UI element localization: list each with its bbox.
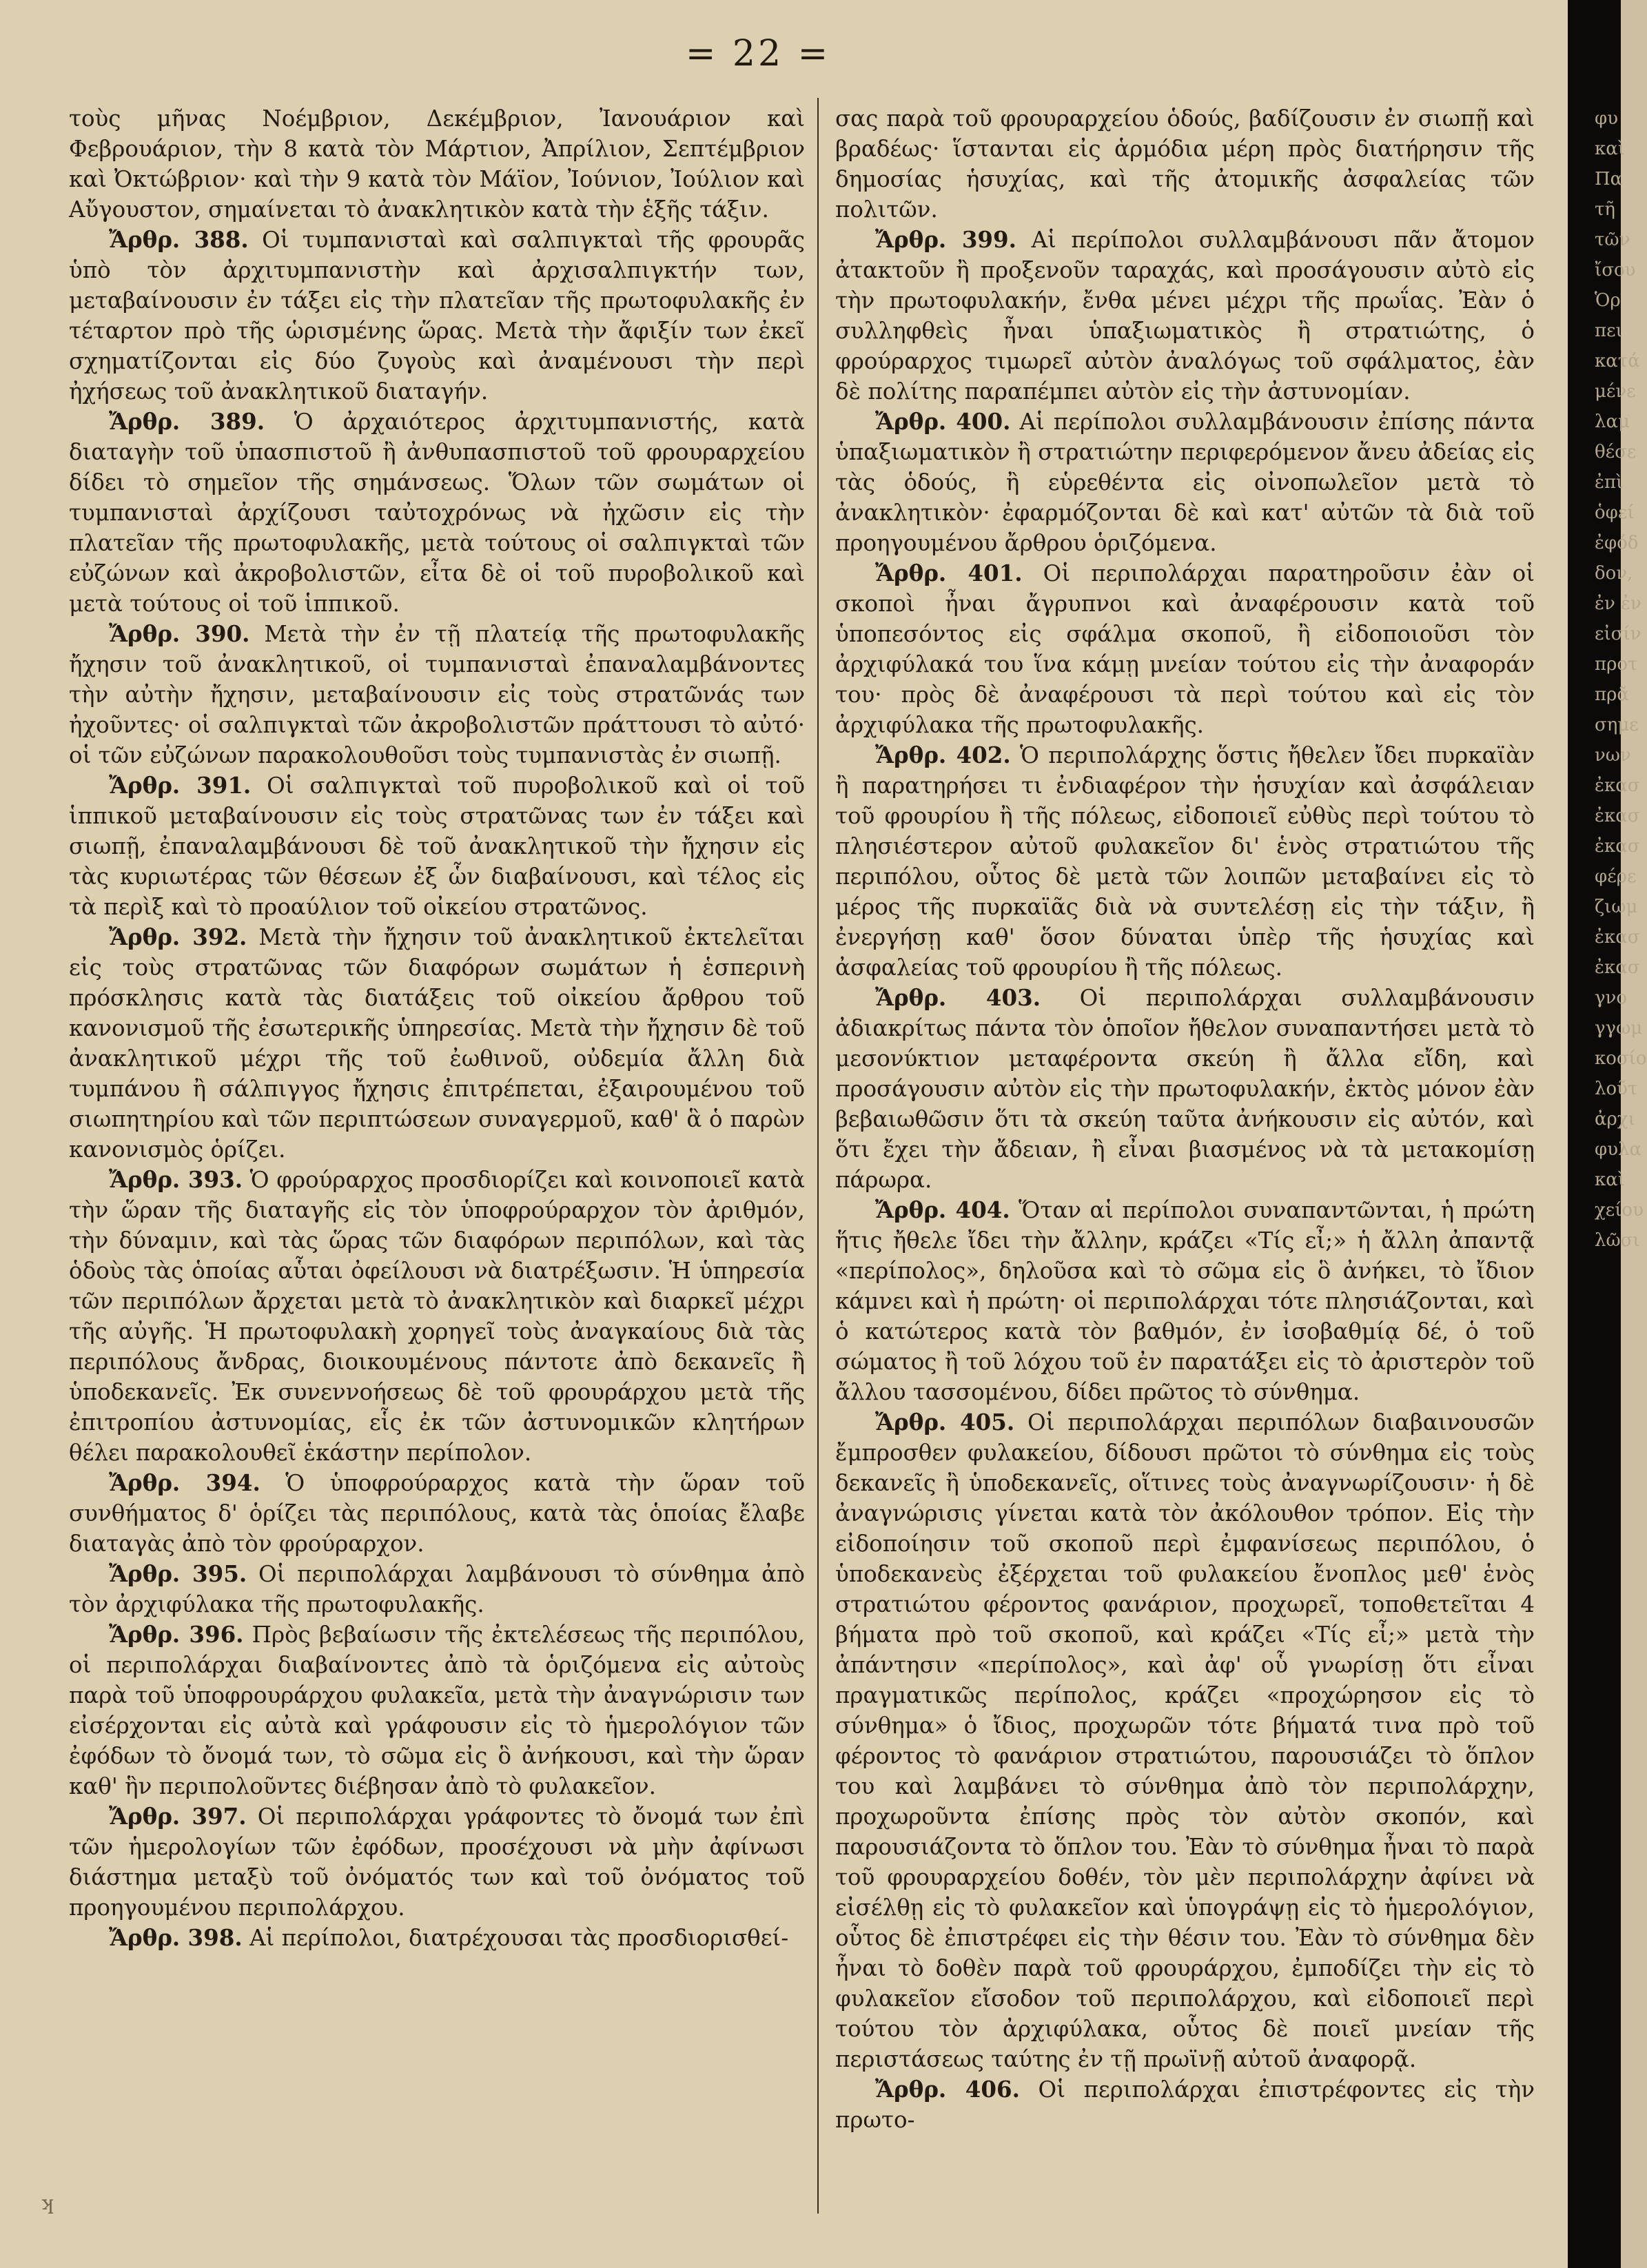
adjacent-fragment: κοσίο bbox=[1595, 1048, 1647, 1069]
article-number: Ἄρθρ. 402. bbox=[875, 742, 1011, 768]
adjacent-fragment: ζιωμ bbox=[1595, 897, 1638, 917]
article-number: Ἄρθρ. 395. bbox=[109, 1560, 247, 1587]
article-text: Οἱ περιπολάρχαι περιπόλων διαβαινουσῶν ἔμπροσθεν φυλακείου, δίδουσι πρῶτοι τὸ σύνθημα εἰς τοὺς δεκανεῖς ἢ ὑποδεκανεῖς, οἵτινες τοὺς ἀναγνωρίζουσιν· ἡ δὲ ἀναγνώρισις γίνεται κατὰ τὸν ἀκόλουθον τρόπον. Εἰς τὴν εἰδοποίησιν τοῦ σκοποῦ περὶ ἐμφανίσεως περιπόλου, ὁ ὑποδεκανεὺς ἐξέρχεται τοῦ φυλακείου ἔνοπλος μεθ' ἑνὸς στρατιώτου φέροντος φανάριον, προχωρεῖ, τοποθετεῖται 4 βήματα πρὸ τοῦ σκοποῦ, καὶ κράζει «Τίς εἶ;» μετὰ τὴν ἀπάντησιν «περίπολος», καὶ ἀφ' οὗ γνωρίσῃ ὅτι εἶναι πραγματικῶς περίπολος, κράζει «προχώρησον εἰς τὸ σύνθημα» ὁ ἴδιος, προχωρῶν τότε βήματά τινα πρὸ τοῦ φέροντος τὸ φανάριον στρατιώτου, παρουσιάζει τὸ ὅπλον του καὶ λαμβάνει τὸ σύνθημα ἀπὸ τὸν περιπολάρχην, προχωροῦντα ἐπίσης πρὸς τὸν αὐτὸν σκοπόν, καὶ παρουσιάζοντα τὸ ὅπλον του. Ἐὰν τὸ σύνθημα ἦναι τὸ παρὰ τοῦ φρουραρχείου δοθέν, τὸν μὲν περιπολάρχην ἀφίνει νὰ εἰσέλθῃ εἰς τὸ φυλακεῖον καὶ ὑπογράψῃ εἰς τὸ ἡμερολόγιον, οὗτος δὲ ἐπιστρέφει εἰς τὴν θέσιν του. Ἐὰν τὸ σύνθημα δὲν ἦναι τὸ δοθὲν παρὰ τοῦ φρουράρχου, ἐμποδίζει τὴν εἰς τὸ φυλακεῖον εἴσοδον τοῦ περιπολάρχου, καὶ εἰδοποιεῖ περὶ τούτου τὸν ἀρχιφύλακα, οὗτος δὲ ποιεῖ μνείαν τῆς περιστάσεως ταύτης ἐν τῇ πρωϊνῇ αὐτοῦ ἀναφορᾷ. bbox=[835, 1409, 1535, 2072]
adjacent-fragment: ἐκασ bbox=[1595, 957, 1640, 978]
left-column bbox=[69, 103, 805, 2212]
adjacent-fragment: φυλα bbox=[1595, 1139, 1642, 1160]
adjacent-fragment: ἐκασ bbox=[1595, 775, 1640, 796]
adjacent-fragment: νων bbox=[1595, 745, 1631, 766]
adjacent-fragment: θέσε bbox=[1595, 442, 1637, 462]
corner-mark: ʞ bbox=[41, 2192, 53, 2214]
adjacent-fragment: ἐφόδ bbox=[1595, 533, 1639, 553]
adjacent-fragment: ἐκασ bbox=[1595, 927, 1640, 948]
article-paragraph bbox=[69, 1801, 805, 1923]
article-number: Ἄρθρ. 389. bbox=[109, 408, 265, 435]
article-paragraph bbox=[835, 558, 1535, 740]
adjacent-fragment: λοῦτ bbox=[1595, 1079, 1638, 1099]
adjacent-fragment: εἰσίν bbox=[1595, 624, 1641, 644]
article-paragraph bbox=[69, 1165, 805, 1468]
article-number: Ἄρθρ. 398. bbox=[109, 1924, 243, 1951]
adjacent-page-strip bbox=[1595, 103, 1647, 2212]
article-paragraph bbox=[835, 2074, 1535, 2135]
article-text: Ὁ φρούραρχος προσδιορίζει καὶ κοινοποιεῖ κατὰ τὴν ὥραν τῆς διαταγῆς εἰς τὸν ὑποφρούραρχον τὸν ἀριθμόν, τὴν δύναμιν, καὶ τὰς ὥρας τῶν διαφόρων περιπόλων, καὶ τὰς ὁδοὺς τὰς ὁποίας αὗται ὀφείλουσι νὰ διατρέξωσιν. Ἡ ὑπηρεσία τῶν περιπόλων ἄρχεται μετὰ τὸ ἀνακλητικὸν καὶ διαρκεῖ μέχρι τῆς αὐγῆς. Ἡ πρωτοφυλακὴ χορηγεῖ τοὺς ἀναγκαίους διὰ τὰς περιπόλους ἄνδρας, διοικουμένους πάντοτε ἀπὸ δεκανεῖς ἢ ὑποδεκανεῖς. Ἐκ συνεννοήσεως δὲ τοῦ φρουράρχου μετὰ τῆς ἐπιτροπίου ἀστυνομίας, εἷς ἐκ τῶν ἀστυνομικῶν κλητήρων θέλει παρακολουθεῖ ἑκάστην περίπολον. bbox=[69, 1167, 805, 1466]
article-paragraph bbox=[69, 1559, 805, 1620]
article-paragraph bbox=[835, 983, 1535, 1195]
article-text: Οἱ σαλπιγκταὶ τοῦ πυροβολικοῦ καὶ οἱ τοῦ ἱππικοῦ μεταβαίνουσιν εἰς τοὺς στρατῶνας των ἐν τάξει καὶ σιωπῇ, ἐπαναλαμβάνουσι δὲ τοῦ ἀνακλητικοῦ τὴν ἤχησιν εἰς τὰς κυριωτέρας τῶν θέσεων ἐξ ὧν διαβαίνουσι, καὶ τέλος εἰς τὰ περὶξ καὶ τὸ προαύλιον τοῦ οἰκείου στρατῶνος. bbox=[69, 773, 805, 920]
adjacent-fragment: χείου bbox=[1595, 1200, 1644, 1220]
adjacent-fragment: ἀρχι bbox=[1595, 1109, 1635, 1130]
adjacent-fragment: λαμ bbox=[1595, 411, 1630, 432]
right-column bbox=[835, 103, 1535, 2212]
article-paragraph bbox=[835, 407, 1535, 558]
article-number: Ἄρθρ. 392. bbox=[109, 923, 247, 950]
adjacent-fragment: ἐκασ bbox=[1595, 836, 1640, 857]
article-paragraph: τοὺς μῆνας Νοέμβριον, Δεκέμβριον, Ἰανουάριον καὶ Φεβρουάριον, τὴν 8 κατὰ τὸν Μάρτιον, Ἀπρίλιον, Σεπτέμβριον καὶ Ὀκτώβριον· καὶ τὴν 9 κατὰ τὸν Μάϊον, Ἰούνιον, Ἰούλιον καὶ Αὔγουστον, σημαίνεται τὸ ἀνακλητικὸν κατὰ τὴν ἑξῆς τάξιν. bbox=[69, 105, 805, 223]
article-text: Ὁ ἀρχαιότερος ἀρχιτυμπανιστής, κατὰ διαταγὴν τοῦ ὑπασπιστοῦ ἢ ἀνθυπασπιστοῦ τοῦ φρουραρχείου δίδει τὸ σημεῖον τῆς σημάνσεως. Ὅλων τῶν σωμάτων οἱ τυμπανισταὶ ἀρχίζουσι ταὐτοχρόνως νὰ ἠχῶσιν εἰς τὴν πλατεῖαν τῆς πρωτοφυλακῆς, μετὰ τούτους οἱ σαλπιγκταὶ τῶν εὐζώνων καὶ ἀκροβολιστῶν, εἶτα δὲ οἱ τοῦ πυροβολικοῦ καὶ μετὰ τούτους οἱ τοῦ ἱππικοῦ. bbox=[69, 409, 805, 617]
adjacent-fragment: καὶ bbox=[1595, 139, 1626, 159]
adjacent-fragment: γνο bbox=[1595, 988, 1627, 1008]
article-text: Ὁ ὑποφρούραρχος κατὰ τὴν ὥραν τοῦ συνθήματος δ' ὁρίζει τὰς περιπόλους, κατὰ τὰς ὁποίας ἔλαβε διαταγὰς ἀπὸ τὸν φρούραρχον. bbox=[69, 1470, 805, 1557]
article-number: Ἄρθρ. 394. bbox=[109, 1469, 260, 1496]
article-text: Αἱ περίπολοι συλλαμβάνουσιν ἐπίσης πάντα ὑπαξιωματικὸν ἢ στρατιώτην περιφερόμενον ἄνευ ἀδείας εἰς τὰς ὁδούς, ἢ εὑρεθέντα εἰς οἰνοπωλεῖον μετὰ τὸ ἀνακλητικὸν· ἐφαρμόζονται δὲ καὶ κατ' αὐτῶν τὰ διὰ τοῦ προηγουμένου ἄρθρου ὁριζόμενα. bbox=[835, 409, 1535, 556]
adjacent-fragment: ἐν ἐν bbox=[1595, 593, 1641, 614]
adjacent-fragment: γγωμ bbox=[1595, 1018, 1643, 1039]
article-number: Ἄρθρ. 406. bbox=[875, 2076, 1020, 2103]
article-paragraph: σας παρὰ τοῦ φρουραρχείου ὁδούς, βαδίζουσιν ἐν σιωπῇ καὶ βραδέως· ἵστανται εἰς ἁρμόδια μέρη πρὸς διατήρησιν τῆς δημοσίας ἡσυχίας, καὶ τῆς ἀτομικῆς ἀσφαλείας τῶν πολιτῶν. bbox=[835, 105, 1535, 223]
article-number: Ἄρθρ. 399. bbox=[875, 226, 1016, 253]
article-number: Ἄρθρ. 405. bbox=[875, 1409, 1015, 1436]
article-paragraph bbox=[835, 225, 1535, 407]
adjacent-fragment: δον, bbox=[1595, 563, 1633, 584]
article-number: Ἄρθρ. 393. bbox=[109, 1166, 243, 1193]
article-text: Οἱ περιπολάρχαι γράφοντες τὸ ὄνομά των ἐπὶ τῶν ἡμερολογίων τῶν ἐφόδων, προσέχουσι νὰ μὴν ἀφίνωσι διάστημα μεταξὺ τοῦ ὀνόματός των καὶ τοῦ ὀνόματος τοῦ προηγουμένου περιπολάρχου. bbox=[69, 1804, 805, 1921]
article-number: Ἄρθρ. 403. bbox=[875, 984, 1041, 1011]
article-paragraph bbox=[835, 1195, 1535, 1407]
article-paragraph bbox=[835, 740, 1535, 983]
adjacent-fragment: φέρε bbox=[1595, 866, 1637, 887]
article-number: Ἄρθρ. 390. bbox=[109, 620, 250, 647]
article-number: Ἄρθρ. 397. bbox=[109, 1803, 247, 1830]
article-number: Ἄρθρ. 391. bbox=[109, 772, 252, 799]
article-text: Οἱ περιπολάρχαι παρατηροῦσιν ἐὰν οἱ σκοποὶ ἦναι ἄγρυπνοι καὶ ἀναφέρουσιν κατὰ τοῦ ὑποπεσόντος εἰς σφάλμα σκοποῦ, ἢ εἰδοποιοῦσι τὸν ἀρχιφύλακά του ἵνα κάμῃ μνείαν τούτου εἰς τὴν ἀναφοράν του· πρὸς δὲ ἀναφέρουσι τὰ περὶ τούτου καὶ εἰς τὸν ἀρχιφύλακα τῆς πρωτοφυλακῆς. bbox=[835, 560, 1535, 738]
adjacent-fragment: λῶσι bbox=[1595, 1230, 1640, 1251]
adjacent-fragment: πρᾶ bbox=[1595, 684, 1629, 705]
article-number: Ἄρθρ. 404. bbox=[875, 1196, 1010, 1223]
article-paragraph bbox=[69, 619, 805, 770]
article-paragraph bbox=[69, 407, 805, 619]
article-text: Μετὰ τὴν ἐν τῇ πλατείᾳ τῆς πρωτοφυλακῆς ἤχησιν τοῦ ἀνακλητικοῦ, οἱ τυμπανισταὶ ἐπαναλαμβάνοντες τὴν αὐτὴν ἤχησιν, μεταβαίνουσιν εἰς τοὺς στρατῶνάς των ἠχοῦντες· οἱ σαλπιγκταὶ τῶν ἀκροβολιστῶν πράττουσι τὸ αὐτό· οἱ τῶν εὐζώνων παρακολουθοῦσι τοὺς τυμπανιστὰς ἐν σιωπῇ. bbox=[69, 621, 805, 768]
article-paragraph bbox=[69, 1620, 805, 1801]
adjacent-fragment: τῆ bbox=[1595, 199, 1615, 220]
adjacent-fragment: μένε bbox=[1595, 381, 1636, 402]
article-text: Οἱ περιπολάρχαι συλλαμβάνουσιν ἀδιακρίτως πάντα τὸν ὁποῖον ἤθελον συναπαντήσει μετὰ τὸ μεσονύκτιον μεταφέροντα σκεύη ἢ ἄλλα εἴδη, καὶ προσάγουσιν αὐτὸν εἰς τὴν πρωτοφυλακήν, ἐκτὸς μόνον ἐὰν βεβαιωθῶσιν ὅτι τὰ σκεύη ταῦτα ἀνήκουσιν εἰς αὐτόν, καὶ ὅτι ἔχει τὴν ἄδειαν, ἢ εἶναι βιασμένος νὰ τὰ μετακομίσῃ πάρωρα. bbox=[835, 985, 1535, 1193]
article-paragraph bbox=[835, 1407, 1535, 2074]
article-text: Οἱ περιπολάρχαι ἐπιστρέφοντες εἰς τὴν πρωτο- bbox=[835, 2076, 1535, 2133]
adjacent-fragment: ἴσου bbox=[1595, 260, 1636, 280]
page-number: = 22 = bbox=[685, 33, 831, 74]
article-text: Αἱ περίπολοι συλλαμβάνουσι πᾶν ἄτομον ἀτακτοῦν ἢ προξενοῦν ταραχάς, καὶ προσάγουσιν αὐτὸ εἰς τὴν πρωτοφυλακήν, ἔνθα μένει μέχρι τῆς πρωΐας. Ἐὰν ὁ συλληφθεὶς ἦναι ὑπαξιωματικὸς ἢ στρατιώτης, ὁ φρούραρχος τιμωρεῖ αὐτὸν ἀναλόγως τοῦ σφάλματος, ἐὰν δὲ πολίτης παραπέμπει αὐτὸν εἰς τὴν ἀστυνομίαν. bbox=[835, 227, 1535, 405]
adjacent-fragment: καὶ bbox=[1595, 1169, 1626, 1190]
article-text: Οἱ τυμπανισταὶ καὶ σαλπιγκταὶ τῆς φρουρᾶς ὑπὸ τὸν ἀρχιτυμπανιστὴν καὶ ἀρχισαλπιγκτήν των, μεταβαίνουσιν ἐν τάξει εἰς τὴν πλατεῖαν τῆς πρωτοφυλακῆς ἐν τέταρτον πρὸ τῆς ὡρισμένης ὥρας. Μετὰ τὴν ἄφιξίν των ἐκεῖ σχηματίζονται εἰς δύο ζυγοὺς καὶ ἀναμένουσι τὴν περὶ ἠχήσεως τοῦ ἀνακλητικοῦ διαταγήν. bbox=[69, 227, 805, 405]
article-text: Ὅταν αἱ περίπολοι συναπαντῶνται, ἡ πρώτη ἥτις ἤθελε ἴδει τὴν ἄλλην, κράζει «Τίς εἶ;» ἡ ἄλλη ἀπαντᾷ «περίπολος», δηλοῦσα καὶ τὸ σῶμα εἰς ὃ ἀνήκει, τὸ ἴδιον κάμνει καὶ ἡ πρώτη· οἱ περιπολάρχαι τότε πλησιάζονται, καὶ ὁ κατώτερος κατὰ τὸν βαθμόν, ἐν ἰσοβαθμίᾳ δέ, ὁ τοῦ σώματος ἢ τοῦ λόχου τοῦ ἐν παρατάξει εἰς τὸ ἀριστερὸν τοῦ ἄλλου τασσομένου, δίδει πρῶτος τὸ σύνθημα. bbox=[835, 1197, 1535, 1405]
column-divider bbox=[817, 98, 819, 2214]
adjacent-fragment: Ὁρ bbox=[1595, 290, 1621, 311]
article-number: Ἄρθρ. 388. bbox=[109, 226, 249, 253]
adjacent-fragment: φυ bbox=[1595, 108, 1619, 129]
adjacent-fragment: Πα bbox=[1595, 169, 1623, 190]
adjacent-fragment: προτ bbox=[1595, 654, 1638, 675]
adjacent-fragment: ὁφεί bbox=[1595, 502, 1635, 523]
article-paragraph bbox=[69, 770, 805, 922]
article-text: Πρὸς βεβαίωσιν τῆς ἐκτελέσεως τῆς περιπόλου, οἱ περιπολάρχαι διαβαίνοντες ἀπὸ τὰ ὁριζόμενα εἰς αὐτοὺς παρὰ τοῦ ὑποφρουράρχου φυλακεῖα, μετὰ τὴν ἀναγνώρισιν των εἰσέρχονται εἰς αὐτὰ καὶ γράφουσιν εἰς τὸ ἡμερολόγιον τῶν ἐφόδων τὸ ὄνομά των, τὸ σῶμα εἰς ὃ ἀνήκουσι, καὶ τὴν ὥραν καθ' ἣν περιπολοῦντες διέβησαν ἀπὸ τὸ φυλακεῖον. bbox=[69, 1622, 805, 1799]
article-paragraph bbox=[69, 1923, 805, 1953]
article-paragraph bbox=[69, 922, 805, 1165]
adjacent-fragment: ἐπὶ bbox=[1595, 472, 1624, 493]
adjacent-fragment: κατά bbox=[1595, 351, 1640, 371]
article-number: Ἄρθρ. 400. bbox=[875, 408, 1011, 435]
article-paragraph bbox=[69, 225, 805, 407]
adjacent-fragment: σημε bbox=[1595, 715, 1639, 735]
adjacent-fragment: ἐκασ bbox=[1595, 806, 1640, 826]
article-text: Ὁ περιπολάρχης ὅστις ἤθελεν ἴδει πυρκαϊὰν ἢ παρατηρήσει τι ἐνδιαφέρον τὴν ἡσυχίαν καὶ ἀσφάλειαν τοῦ φρουρίου ἢ τῆς πόλεως, εἰδοποιεῖ εὐθὺς περὶ τούτου τὸ πλησιέστερον αὐτοῦ φυλακεῖον δι' ἑνὸς στρατιώτου τῆς περιπόλου, οὗτος δὲ μετὰ τῶν λοιπῶν μεταβαίνει εἰς τὸ μέρος τῆς πυρκαϊᾶς διὰ νὰ συντελέσῃ εἰς τὴν τάξιν, ἢ ἐνεργήσῃ καθ' ὅσον δύναται ὑπὲρ τῆς ἡσυχίας καὶ ἀσφαλείας τοῦ φρουρίου ἢ τῆς πόλεως. bbox=[835, 742, 1535, 981]
article-paragraph bbox=[69, 1468, 805, 1559]
adjacent-fragment: πει bbox=[1595, 320, 1623, 341]
article-number: Ἄρθρ. 401. bbox=[875, 560, 1023, 586]
adjacent-fragment: τῶν bbox=[1595, 229, 1630, 250]
article-text: Οἱ περιπολάρχαι λαμβάνουσι τὸ σύνθημα ἀπὸ τὸν ἀρχιφύλακα τῆς πρωτοφυλακῆς. bbox=[69, 1561, 805, 1617]
article-number: Ἄρθρ. 396. bbox=[109, 1621, 244, 1648]
article-text: Μετὰ τὴν ἤχησιν τοῦ ἀνακλητικοῦ ἐκτελεῖται εἰς τοὺς στρατῶνας τῶν διαφόρων σωμάτων ἡ ἑσπερινὴ πρόσκλησις κατὰ τὰς διατάξεις τοῦ οἰκείου ἄρθρου τοῦ κανονισμοῦ τῆς ἐσωτερικῆς ὑπηρεσίας. Μετὰ τὴν ἤχησιν δὲ τοῦ ἀνακλητικοῦ μέχρι τῆς τοῦ ἐωθινοῦ, οὐδεμία ἄλλη διὰ τυμπάνου ἢ σάλπιγγος ἤχησις ἐπιτρέπεται, ἐξαιρουμένου τοῦ σιωπητηρίου καὶ τῶν περιπτώσεων συναγερμοῦ, καθ' ἃ ὁ παρὼν κανονισμὸς ὁρίζει. bbox=[69, 924, 805, 1163]
article-text: Αἱ περίπολοι, διατρέχουσαι τὰς προσδιορισθεί- bbox=[249, 1925, 789, 1951]
